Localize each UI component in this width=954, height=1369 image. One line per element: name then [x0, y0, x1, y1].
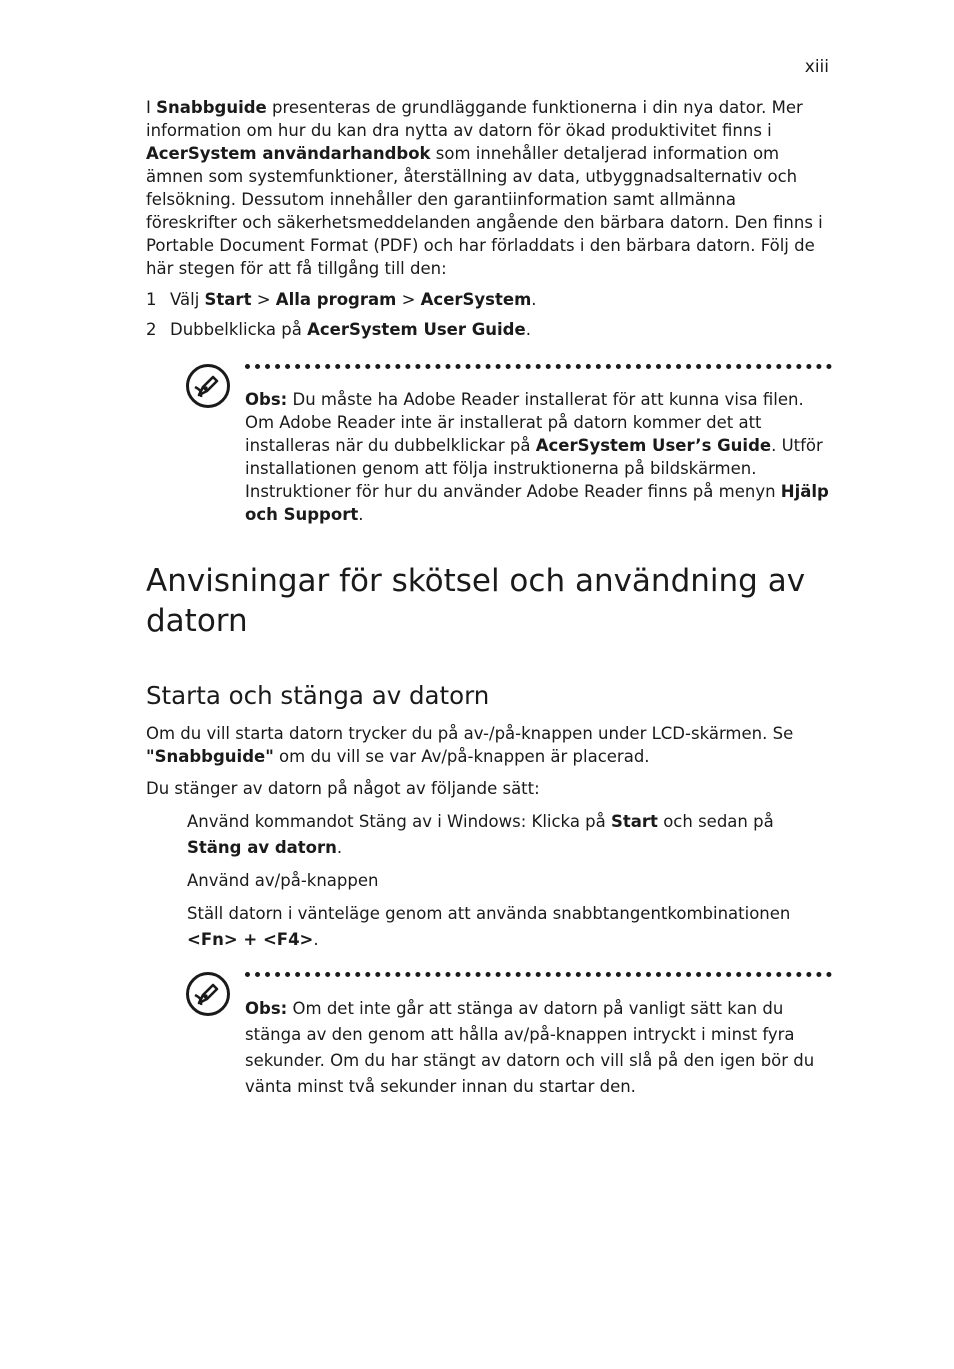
- note-divider: [245, 972, 832, 977]
- page-number: xiii: [804, 57, 829, 77]
- note-box: [186, 364, 832, 526]
- note-pen-icon: [186, 364, 230, 408]
- start-paragraph: Om du vill starta datorn trycker du på av-/på-knappen under LCD-skärmen. Se "Snabbguide" om du vill se var Av/på-knappen är placerad.: [146, 724, 794, 766]
- shutdown-intro: Du stänger av datorn på något av följande sätt:: [146, 779, 540, 798]
- note-text: Obs: Om det inte går att stänga av datorn på vanligt sätt kan du stänga av den genom att hålla av/på-knappen intryckt i minst fyra sekunder. Om du har stängt av datorn och vill slå på den igen bör du vänta minst två sekunder innan du startar den.: [245, 999, 815, 1096]
- subsection-heading: Starta och stänga av datorn: [146, 681, 490, 710]
- page-content: [146, 96, 832, 1100]
- note-divider: [245, 364, 832, 369]
- note-pen-icon: [186, 972, 230, 1016]
- shutdown-options: [187, 809, 832, 953]
- section-heading: Anvisningar för skötsel och användning av datorn: [146, 563, 806, 639]
- list-item: 1 Välj Start > Alla program > AcerSystem.: [146, 290, 537, 309]
- list-item: Använd av/på-knappen: [187, 871, 379, 890]
- note-box: [186, 972, 832, 1100]
- note-text: Obs: Du måste ha Adobe Reader installerat för att kunna visa filen. Om Adobe Reader inte är installerat på datorn kommer det att installeras när du dubbelklickar på AcerSystem User’s Guide. Utför installationen genom att följa instruktionerna på bildskärmen. Instruktioner för hur du använder Adobe Reader finns på menyn Hjälp och Support.: [245, 390, 829, 524]
- list-item: Använd kommandot Stäng av i Windows: Klicka på Start och sedan på Stäng av datorn.: [187, 812, 774, 857]
- list-item: 2 Dubbelklicka på AcerSystem User Guide.: [146, 320, 531, 339]
- list-item: Ställ datorn i vänteläge genom att använda snabbtangentkombinationen <Fn> + <F4>.: [187, 904, 791, 949]
- intro-paragraph: I Snabbguide presenteras de grundläggande funktionerna i din nya dator. Mer information om hur du kan dra nytta av datorn för ökad produktivitet finns i AcerSystem användarhandbok som innehåller detaljerad information om ämnen som systemfunktioner, återställning av data, utbyggnadsalternativ och felsökning. Dessutom innehåller den garantiinformation samt allmänna föreskrifter och säkerhetsmeddelanden angående den bärbara datorn. Den finns i Portable Document Format (PDF) och har förladdats i den bärbara datorn. Följ de här stegen för att få tillgång till den:: [146, 98, 823, 278]
- steps-list: [146, 288, 832, 341]
